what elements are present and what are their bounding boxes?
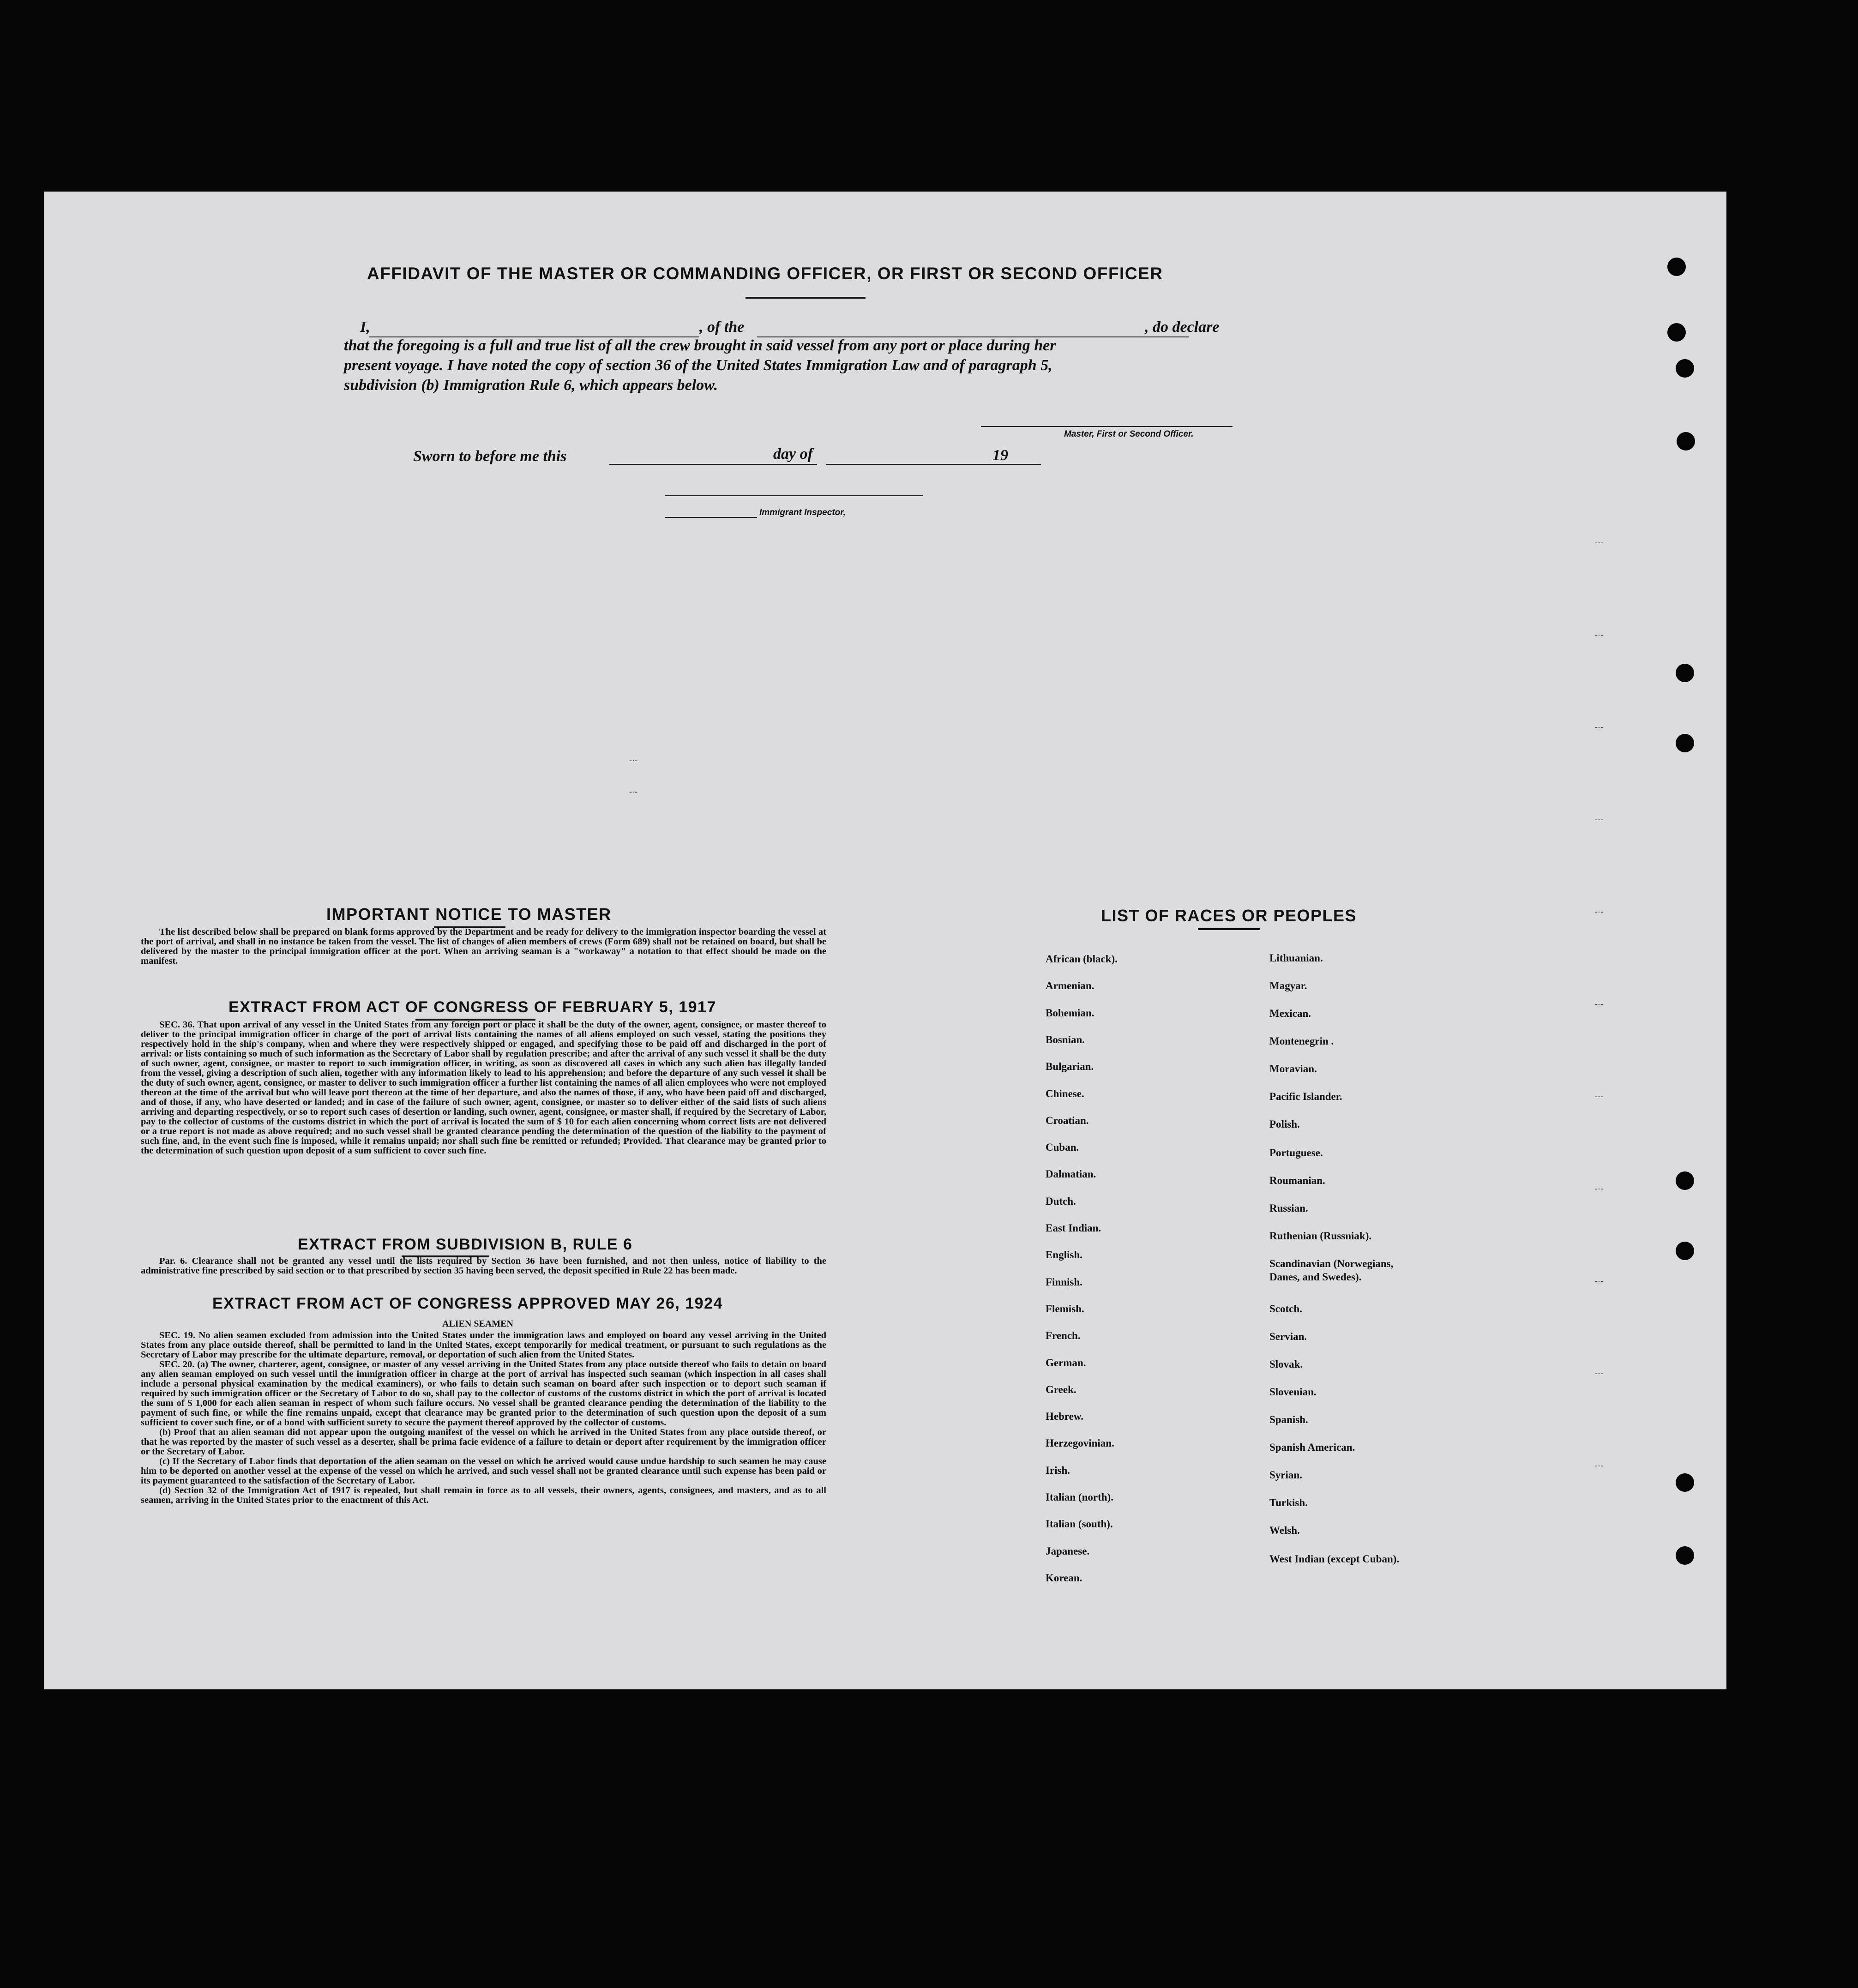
race-item: Slovak. xyxy=(1269,1358,1303,1370)
race-item: Greek. xyxy=(1046,1383,1076,1395)
affidavit-line-2: that the foregoing is a full and true list of all the crew brought in said vessel from any port or place during her xyxy=(344,337,1056,354)
day-blank[interactable] xyxy=(609,464,817,465)
signature-line[interactable] xyxy=(981,426,1233,427)
race-item: Dalmatian. xyxy=(1046,1168,1096,1180)
extract-1924-text xyxy=(141,1331,826,1505)
extract-1917-text: SEC. 36. That upon arrival of any vessel in the United States from any foreign port or place it shall be the duty of the owner, agent, consignee, or master thereof to deliver to the principal immigration officer in charge of the port of arrival lists containing the names of all aliens employed on such vessel, stating the positions they respectively hold in the ship's company, when and where they were respectively shipped or engaged, and specifying those to be paid off and discharged in the port of arrival: or lists containing so much of such information as the Secretary of Labor shall by regulation prescribe; and after the arrival of any such vessel it shall be the duty of such owner, agent, consignee, or master to report to such immigration officer, in writing, as soon as discovered all cases in which any such alien has illegally landed from the vessel, giving a description of such alien, together with any information likely to lead to his apprehension; and before the departure of any such vessel it shall be the duty of such owner, agent, consignee, or master to deliver to such immigration officer a further list containing the names of all alien employees who were not employed thereon at the time of the arrival but who will leave port thereon at the time of her departure, and also the names of those, if any, who have been paid off and discharged, and of those, if any, who have deserted or landed; and in case of the failure of such owner, agent, consignee, or master so to deliver either of the said lists of such aliens arriving and departing respectively, or so to report such cases of desertion or landing, such owner, agent, consignee, or master shall, if required by the Secretary of Labor, pay to the collector of customs of the customs district in which the port of arrival is located the sum of $ 10 for each alien concerning whom correct lists are not delivered or a true report is not made as above required; and no such vessel shall be granted clearance pending the determination of the question of the liability to the payment of such fine, and, in the event such fine is imposed, while it remains unpaid; nor shall such fine be remitted or refunded; Provided. That clearance may be granted prior to the determination of such question upon deposit of a sum sufficient to cover such fine. xyxy=(141,1020,826,1156)
punch-hole xyxy=(1676,1242,1694,1260)
race-item: Russian. xyxy=(1269,1202,1308,1214)
rule6-text: Par. 6. Clearance shall not be granted any vessel until the lists required by Section 36 have been furnished, and not then unless, notice of liability to the administrative fine prescribed by said section or to that prescribed by section 35 having been served, the deposit specified in Rule 22 has been made. xyxy=(141,1256,826,1276)
race-item: Hebrew. xyxy=(1046,1411,1083,1423)
margin-mark: -·- xyxy=(1595,630,1603,639)
race-item: Armenian. xyxy=(1046,980,1094,992)
race-item: Bulgarian. xyxy=(1046,1061,1094,1073)
race-item: Pacific Islander. xyxy=(1269,1091,1342,1102)
margin-mark: -·- xyxy=(1595,538,1603,547)
race-item: Montenegrin . xyxy=(1269,1035,1334,1047)
punch-hole xyxy=(1676,1171,1694,1190)
race-item: German. xyxy=(1046,1357,1086,1369)
notice-title: IMPORTANT NOTICE TO MASTER xyxy=(326,905,612,924)
race-item: Welsh. xyxy=(1269,1525,1300,1536)
extract-1917-title: EXTRACT FROM ACT OF CONGRESS OF FEBRUARY 5, 1917 xyxy=(228,998,716,1016)
race-item: Italian (north). xyxy=(1046,1491,1113,1503)
punch-hole xyxy=(1676,734,1694,752)
race-item: Cuban. xyxy=(1046,1141,1079,1153)
race-item: Croatian. xyxy=(1046,1114,1089,1126)
punch-hole xyxy=(1667,323,1686,342)
races-title: LIST OF RACES OR PEOPLES xyxy=(1101,906,1357,925)
race-item: Dutch. xyxy=(1046,1195,1076,1207)
sec-20a-paragraph: SEC. 20. (a) The owner, charterer, agent, consignee, or master of any vessel arriving in the United States from any place outside thereof who fails to detain on board any alien seaman employed on such vessel until the immigration officer in charge at the port of arrival has inspected such seaman (which inspection in all cases shall include a personal physical examination by the medical examiners), or who fails to detain such seaman on board after such inspection or to deport such seaman if required by such immigration officer or the Secretary of Labor to do so, shall pay to the collector of customs of the customs district in which the port of arrival is located the sum of $ 1,000 for each alien seaman in respect of whom such failure occurs. No vessel shall be granted clearance pending the determination of the liability to the payment of such fine, or while the fine remains unpaid, except that clearance may be granted prior to the determination of such question upon the deposit of a sum sufficient to cover such fine, or of a bond with sufficient surety to secure the payment thereof approved by the collector of customs. xyxy=(141,1359,826,1428)
margin-mark: -·- xyxy=(1595,907,1603,916)
sworn-label: Sworn to before me this xyxy=(413,448,567,465)
sec-20d-paragraph: (d) Section 32 of the Immigration Act of 1917 is repealed, but shall remain in force as to all vessels, their owners, agents, consignees, and masters, and as to all seamen, arriving in the United States prior to the enactment of this Act. xyxy=(141,1485,826,1505)
margin-mark: -·- xyxy=(1595,1276,1603,1285)
race-item: African (black). xyxy=(1046,953,1118,965)
form-page xyxy=(44,192,1726,1689)
notice-text: The list described below shall be prepared on blank forms approved by the Department and be ready for delivery to the immigration inspector boarding the vessel at the port of arrival, and shall in no instance be taken from the vessel. The list of changes of alien members of crews (Form 689) shall not be retained on board, but shall be delivered by the master to the principal immigration officer at the port. When an arriving seaman is a "workaway" a notation to that effect should be made on the manifest. xyxy=(141,927,826,966)
race-item: Italian (south). xyxy=(1046,1518,1113,1530)
inspector-line-top[interactable] xyxy=(665,495,923,496)
title-underline xyxy=(746,297,866,299)
race-item: Herzegovinian. xyxy=(1046,1437,1114,1449)
affidavit-line-3: present voyage. I have noted the copy of section 36 of the United States Immigration Law and of paragraph 5, xyxy=(344,357,1052,374)
affidavit-i-label: I, xyxy=(360,318,370,336)
race-item: Lithuanian. xyxy=(1269,952,1323,964)
punch-hole xyxy=(1676,359,1694,378)
race-item: Korean. xyxy=(1046,1572,1082,1584)
races-underline xyxy=(1198,928,1260,930)
sec-20b-paragraph: (b) Proof that an alien seaman did not appear upon the outgoing manifest of the vessel on which he arrived in the United States from any place outside thereof, or that he was reported by the master of such vessel as a deserter, shall be prima facie evidence of a failure to detain or deport after requirement by the immigration officer or the Secretary of Labor. xyxy=(141,1427,826,1457)
affidavit-title: AFFIDAVIT OF THE MASTER OR COMMANDING OFFICER, OR FIRST OR SECOND OFFICER xyxy=(367,264,1163,283)
margin-mark: -·- xyxy=(1595,1461,1603,1470)
race-item: Slovenian. xyxy=(1269,1386,1317,1398)
race-item: Scandinavian (Norwegians, Danes, and Swedes). xyxy=(1269,1258,1394,1283)
year-label: 19 xyxy=(992,447,1008,464)
race-item: Bohemian. xyxy=(1046,1007,1094,1019)
race-item: Polish. xyxy=(1269,1118,1300,1130)
margin-mark: -·- xyxy=(1595,999,1603,1009)
rule6-title: EXTRACT FROM SUBDIVISION B, RULE 6 xyxy=(298,1236,633,1253)
race-item: Spanish American. xyxy=(1269,1441,1355,1453)
race-item: West Indian (except Cuban). xyxy=(1269,1553,1400,1565)
race-item: Spanish. xyxy=(1269,1414,1308,1425)
margin-mark: -·- xyxy=(1595,722,1603,732)
race-item: Portuguese. xyxy=(1269,1147,1323,1159)
inspector-caption: Immigrant Inspector, xyxy=(759,508,846,517)
sec-20c-paragraph: (c) If the Secretary of Labor finds that deportation of the alien seaman on the vessel on which he arrived would cause undue hardship to such seamen he may cause him to be deported on another vessel at the expense of the vessel on which he arrived, and such vessel shall not be granted clearance until such expense has been paid or its payment guaranteed to the satisfaction of the Secretary of Labor. xyxy=(141,1456,826,1486)
affidavit-of-the-label: , of the xyxy=(699,318,745,336)
punch-hole xyxy=(1677,432,1695,450)
margin-mark: -·- xyxy=(1595,1369,1603,1378)
race-item: English. xyxy=(1046,1249,1082,1261)
race-item: Ruthenian (Russniak). xyxy=(1269,1230,1372,1242)
affidavit-declare-label: , do declare xyxy=(1145,318,1220,336)
margin-mark: -·- xyxy=(629,787,637,796)
year-blank[interactable] xyxy=(1013,464,1041,465)
race-item: Roumanian. xyxy=(1269,1175,1325,1186)
race-item: East Indian. xyxy=(1046,1222,1101,1234)
punch-hole xyxy=(1676,1473,1694,1492)
margin-mark: -·- xyxy=(1595,1184,1603,1193)
affidavit-line-4: subdivision (b) Immigration Rule 6, which appears below. xyxy=(344,377,718,394)
race-item: Japanese. xyxy=(1046,1545,1090,1557)
punch-hole xyxy=(1667,258,1686,276)
race-item: Syrian. xyxy=(1269,1469,1302,1481)
punch-hole xyxy=(1676,664,1694,682)
margin-mark: -·- xyxy=(1595,1092,1603,1101)
race-item: Magyar. xyxy=(1269,980,1307,991)
race-item: Chinese. xyxy=(1046,1087,1084,1099)
punch-hole xyxy=(1676,1546,1694,1565)
alien-seamen-subtitle: ALIEN SEAMEN xyxy=(442,1319,513,1329)
margin-mark: -·- xyxy=(1595,815,1603,824)
race-item: Mexican. xyxy=(1269,1008,1311,1019)
day-of-label: day of xyxy=(773,445,813,462)
margin-mark: -·- xyxy=(629,756,637,765)
race-item: Scotch. xyxy=(1269,1303,1302,1315)
signature-caption: Master, First or Second Officer. xyxy=(1064,429,1194,439)
race-item: French. xyxy=(1046,1330,1081,1342)
race-item: Irish. xyxy=(1046,1464,1070,1476)
race-item: Turkish. xyxy=(1269,1497,1308,1508)
race-item: Bosnian. xyxy=(1046,1033,1085,1045)
race-item: Flemish. xyxy=(1046,1303,1084,1315)
inspector-line[interactable] xyxy=(665,517,757,518)
sec-19-paragraph: SEC. 19. No alien seamen excluded from admission into the United States under the immigration laws and employed on board any vessel arriving in the United States from any place outside thereof, shall be permitted to land in the United States, except temporarily for medical treatment, or pursuant to such regulations as the Secretary of Labor may prescribe for the ultimate departure, removal, or deportation of such alien from the United States. xyxy=(141,1330,826,1360)
race-item: Moravian. xyxy=(1269,1063,1317,1075)
extract-1924-title: EXTRACT FROM ACT OF CONGRESS APPROVED MAY 26, 1924 xyxy=(212,1295,723,1312)
race-item: Finnish. xyxy=(1046,1276,1082,1288)
race-item: Servian. xyxy=(1269,1331,1307,1342)
